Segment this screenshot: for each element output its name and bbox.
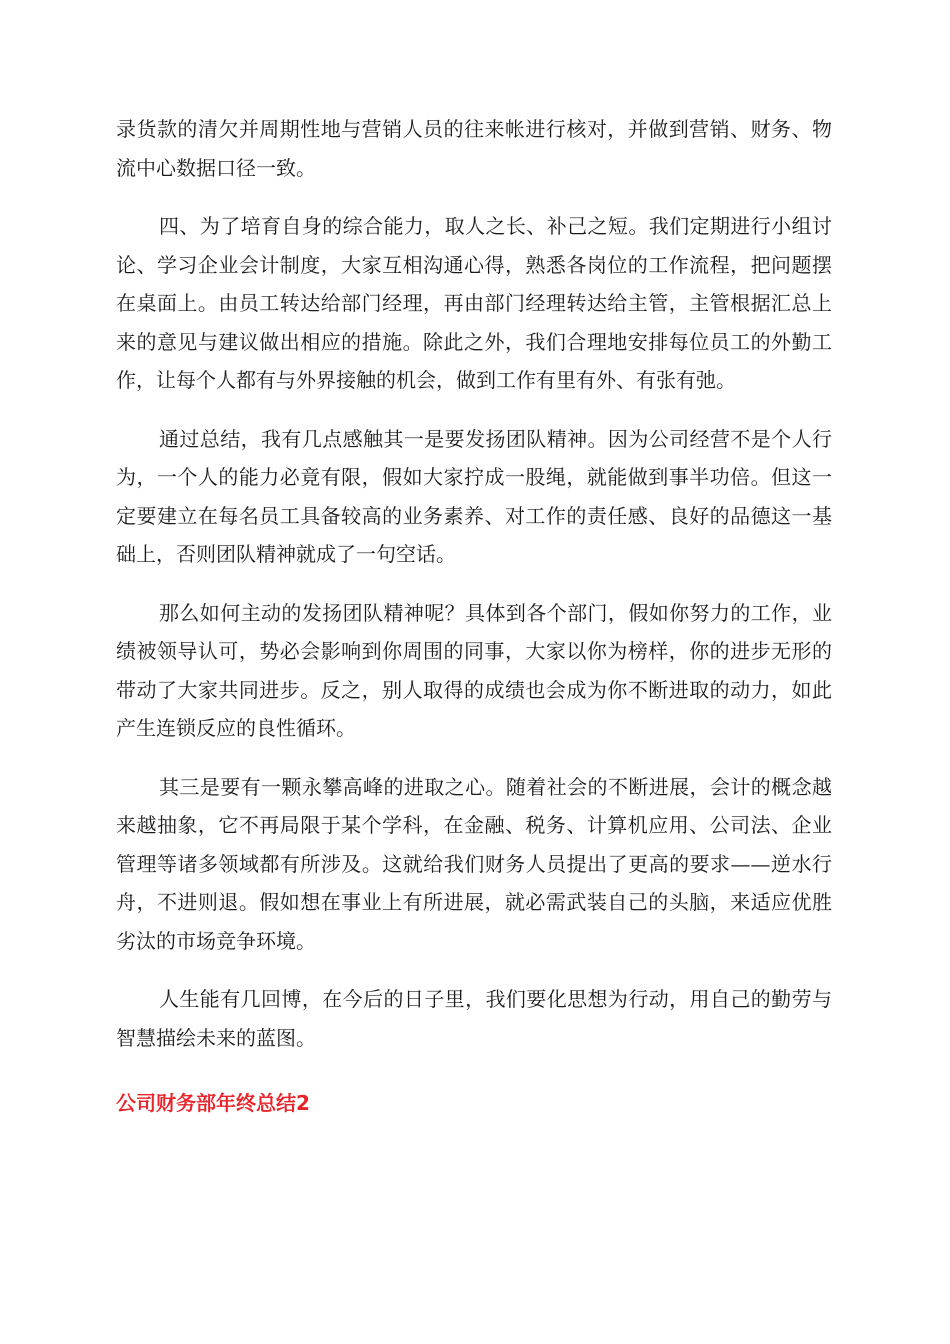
paragraph-conclusion: 人生能有几回博，在今后的日子里，我们要化思想为行动，用自己的勤劳与智慧描绘未来的蓝图。 bbox=[116, 987, 832, 1050]
paragraph-continuation: 录货款的清欠并周期性地与营销人员的往来帐进行核对，并做到营销、财务、物流中心数据口径一致。 bbox=[116, 117, 832, 180]
section-title: 公司财务部年终总结2 bbox=[116, 1091, 310, 1115]
document-body bbox=[116, 110, 832, 1121]
paragraph-ambition: 其三是要有一颗永攀高峰的进取之心。随着社会的不断进展，会计的概念越来越抽象，它不再局限于某个学科，在金融、税务、计算机应用、公司法、企业管理等诸多领域都有所涉及。这就给我们财务人员提出了更高的要求——逆水行舟，不进则退。假如想在事业上有所进展，就必需武装自己的头脑，来适应优胜劣汰的市场竞争环境。 bbox=[116, 774, 832, 953]
paragraph-point-four: 四、为了培育自身的综合能力，取人之长、补己之短。我们定期进行小组讨论、学习企业会计制度，大家互相沟通心得，熟悉各岗位的工作流程，把问题摆在桌面上。由员工转达给部门经理，再由部门经理转达给主管，主管根据汇总上来的意见与建议做出相应的措施。除此之外，我们合理地安排每位员工的外勤工作，让每个人都有与外界接触的机会，做到工作有里有外、有张有弛。 bbox=[116, 214, 832, 392]
paragraph-teamwork: 通过总结，我有几点感触其一是要发扬团队精神。因为公司经营不是个人行为，一个人的能力必竟有限，假如大家拧成一股绳，就能做到事半功倍。但这一定要建立在每名员工具备较高的业务素养、对工作的责任感、良好的品德这一基础上，否则团队精神就成了一句空话。 bbox=[116, 426, 832, 566]
paragraph-team-spirit: 那么如何主动的发扬团队精神呢？具体到各个部门，假如你努力的工作，业绩被领导认可，势必会影响到你周围的同事，大家以你为榜样，你的进步无形的带动了大家共同进步。反之，别人取得的成绩也会成为你不断进取的动力，如此产生连锁反应的良性循环。 bbox=[116, 600, 832, 740]
